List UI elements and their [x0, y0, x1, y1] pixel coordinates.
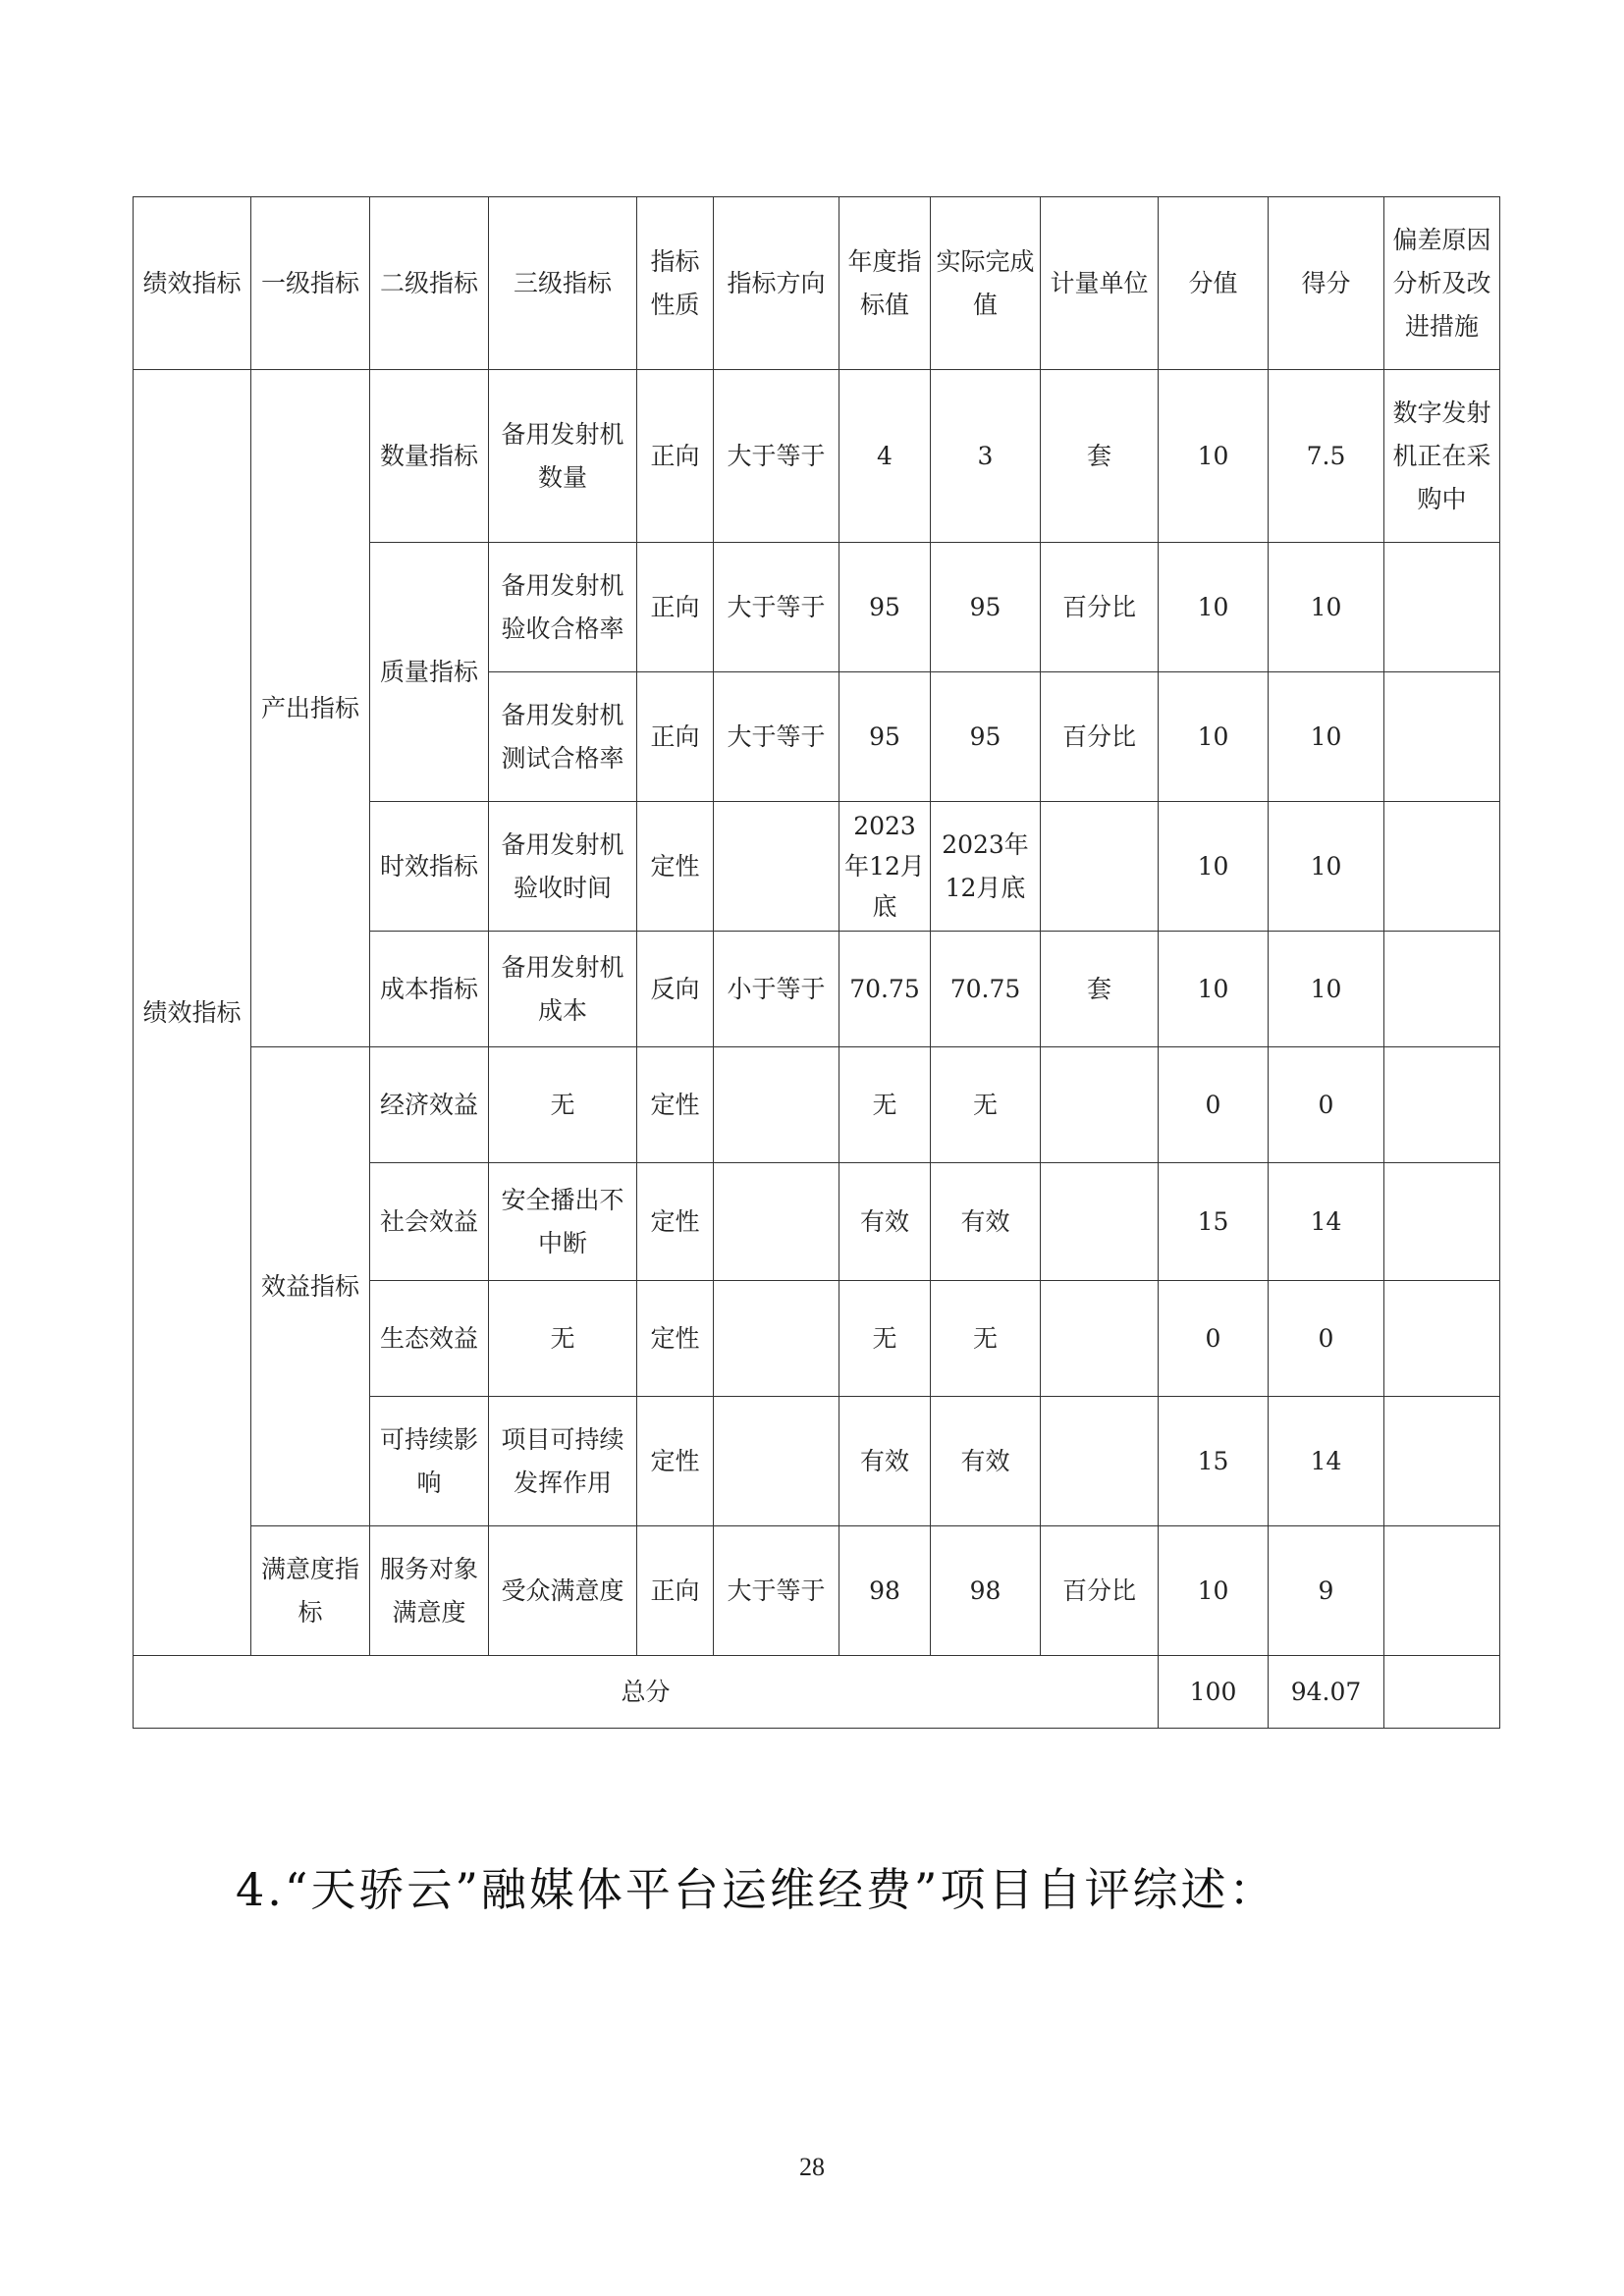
total-weight: 100: [1159, 1656, 1269, 1729]
target-cell: 无: [839, 1281, 931, 1397]
actual-cell: 有效: [931, 1397, 1041, 1526]
direction-cell: 大于等于: [714, 672, 839, 802]
header-cell: 年度指标值: [839, 197, 931, 370]
weight-cell: 10: [1159, 543, 1269, 672]
reason-cell: [1384, 1397, 1500, 1526]
reason-cell: [1384, 802, 1500, 932]
performance-indicator-cell: 绩效指标: [134, 370, 251, 1656]
level2-cell: 时效指标: [370, 802, 489, 932]
unit-cell: [1041, 1047, 1159, 1163]
level3-cell: 备用发射机验收合格率: [489, 543, 637, 672]
unit-cell: [1041, 802, 1159, 932]
table-row: [134, 1526, 1500, 1656]
table-row: [134, 370, 1500, 543]
level3-cell: 备用发射机成本: [489, 932, 637, 1047]
score-cell: 10: [1269, 543, 1384, 672]
header-cell: 计量单位: [1041, 197, 1159, 370]
level3-cell: 备用发射机数量: [489, 370, 637, 543]
total-label: 总分: [134, 1656, 1159, 1729]
header-cell: 指标性质: [637, 197, 714, 370]
target-cell: 95: [839, 672, 931, 802]
level2-cell: 质量指标: [370, 543, 489, 802]
target-cell: 2023年12月底: [839, 802, 931, 932]
actual-cell: 无: [931, 1281, 1041, 1397]
score-cell: 14: [1269, 1163, 1384, 1281]
score-cell: 0: [1269, 1047, 1384, 1163]
table-row: [134, 1047, 1500, 1163]
satisfaction-indicator-cell: 满意度指标: [251, 1526, 370, 1656]
actual-cell: 95: [931, 543, 1041, 672]
level3-cell: 受众满意度: [489, 1526, 637, 1656]
unit-cell: [1041, 1163, 1159, 1281]
level3-cell: 备用发射机测试合格率: [489, 672, 637, 802]
nature-cell: 定性: [637, 1047, 714, 1163]
level2-cell: 生态效益: [370, 1281, 489, 1397]
nature-cell: 正向: [637, 543, 714, 672]
score-cell: 9: [1269, 1526, 1384, 1656]
reason-cell: [1384, 932, 1500, 1047]
reason-cell: [1384, 1526, 1500, 1656]
weight-cell: 10: [1159, 802, 1269, 932]
performance-table: [133, 196, 1500, 1729]
actual-cell: 2023年12月底: [931, 802, 1041, 932]
unit-cell: 套: [1041, 932, 1159, 1047]
page-number: 28: [799, 2153, 825, 2181]
direction-cell: 小于等于: [714, 932, 839, 1047]
actual-cell: 3: [931, 370, 1041, 543]
score-cell: 10: [1269, 802, 1384, 932]
level2-cell: 社会效益: [370, 1163, 489, 1281]
nature-cell: 反向: [637, 932, 714, 1047]
table-header-row: [134, 197, 1500, 370]
target-cell: 70.75: [839, 932, 931, 1047]
direction-cell: 大于等于: [714, 543, 839, 672]
nature-cell: 正向: [637, 1526, 714, 1656]
score-cell: 10: [1269, 672, 1384, 802]
direction-cell: 大于等于: [714, 370, 839, 543]
header-cell: 实际完成值: [931, 197, 1041, 370]
level2-cell: 服务对象满意度: [370, 1526, 489, 1656]
reason-cell: [1384, 543, 1500, 672]
level2-cell: 可持续影响: [370, 1397, 489, 1526]
direction-cell: [714, 1047, 839, 1163]
reason-cell: 数字发射机正在采购中: [1384, 370, 1500, 543]
header-cell: 指标方向: [714, 197, 839, 370]
unit-cell: [1041, 1281, 1159, 1397]
actual-cell: 98: [931, 1526, 1041, 1656]
level2-cell: 数量指标: [370, 370, 489, 543]
level3-cell: 安全播出不中断: [489, 1163, 637, 1281]
level3-cell: 备用发射机验收时间: [489, 802, 637, 932]
header-cell: 分值: [1159, 197, 1269, 370]
weight-cell: 15: [1159, 1397, 1269, 1526]
score-cell: 10: [1269, 932, 1384, 1047]
header-cell: 三级指标: [489, 197, 637, 370]
direction-cell: [714, 1281, 839, 1397]
reason-cell: [1384, 1047, 1500, 1163]
level3-cell: 项目可持续发挥作用: [489, 1397, 637, 1526]
unit-cell: 百分比: [1041, 1526, 1159, 1656]
level2-cell: 经济效益: [370, 1047, 489, 1163]
header-cell: 得分: [1269, 197, 1384, 370]
header-cell: 二级指标: [370, 197, 489, 370]
actual-cell: 95: [931, 672, 1041, 802]
reason-cell: [1384, 1163, 1500, 1281]
target-cell: 4: [839, 370, 931, 543]
target-cell: 有效: [839, 1397, 931, 1526]
unit-cell: 百分比: [1041, 672, 1159, 802]
score-cell: 14: [1269, 1397, 1384, 1526]
weight-cell: 0: [1159, 1047, 1269, 1163]
target-cell: 95: [839, 543, 931, 672]
score-cell: 0: [1269, 1281, 1384, 1397]
nature-cell: 定性: [637, 1281, 714, 1397]
unit-cell: 套: [1041, 370, 1159, 543]
benefit-indicator-cell: 效益指标: [251, 1047, 370, 1526]
header-cell: 一级指标: [251, 197, 370, 370]
nature-cell: 定性: [637, 1163, 714, 1281]
weight-cell: 0: [1159, 1281, 1269, 1397]
nature-cell: 正向: [637, 672, 714, 802]
nature-cell: 定性: [637, 1397, 714, 1526]
nature-cell: 定性: [637, 802, 714, 932]
actual-cell: 70.75: [931, 932, 1041, 1047]
total-reason: [1384, 1656, 1500, 1729]
weight-cell: 10: [1159, 672, 1269, 802]
direction-cell: 大于等于: [714, 1526, 839, 1656]
weight-cell: 10: [1159, 1526, 1269, 1656]
weight-cell: 15: [1159, 1163, 1269, 1281]
output-indicator-cell: 产出指标: [251, 370, 370, 1047]
header-cell: 偏差原因分析及改进措施: [1384, 197, 1500, 370]
level2-cell: 成本指标: [370, 932, 489, 1047]
score-cell: 7.5: [1269, 370, 1384, 543]
nature-cell: 正向: [637, 370, 714, 543]
direction-cell: [714, 1397, 839, 1526]
level3-cell: 无: [489, 1281, 637, 1397]
total-score: 94.07: [1269, 1656, 1384, 1729]
target-cell: 无: [839, 1047, 931, 1163]
level3-cell: 无: [489, 1047, 637, 1163]
section-heading: 4.“天骄云”融媒体平台运维经费”项目自评综述：: [236, 1863, 1277, 1916]
weight-cell: 10: [1159, 932, 1269, 1047]
unit-cell: [1041, 1397, 1159, 1526]
header-cell: 绩效指标: [134, 197, 251, 370]
actual-cell: 无: [931, 1047, 1041, 1163]
target-cell: 有效: [839, 1163, 931, 1281]
unit-cell: 百分比: [1041, 543, 1159, 672]
direction-cell: [714, 802, 839, 932]
target-cell: 98: [839, 1526, 931, 1656]
reason-cell: [1384, 1281, 1500, 1397]
direction-cell: [714, 1163, 839, 1281]
total-row: [134, 1656, 1500, 1729]
weight-cell: 10: [1159, 370, 1269, 543]
reason-cell: [1384, 672, 1500, 802]
actual-cell: 有效: [931, 1163, 1041, 1281]
